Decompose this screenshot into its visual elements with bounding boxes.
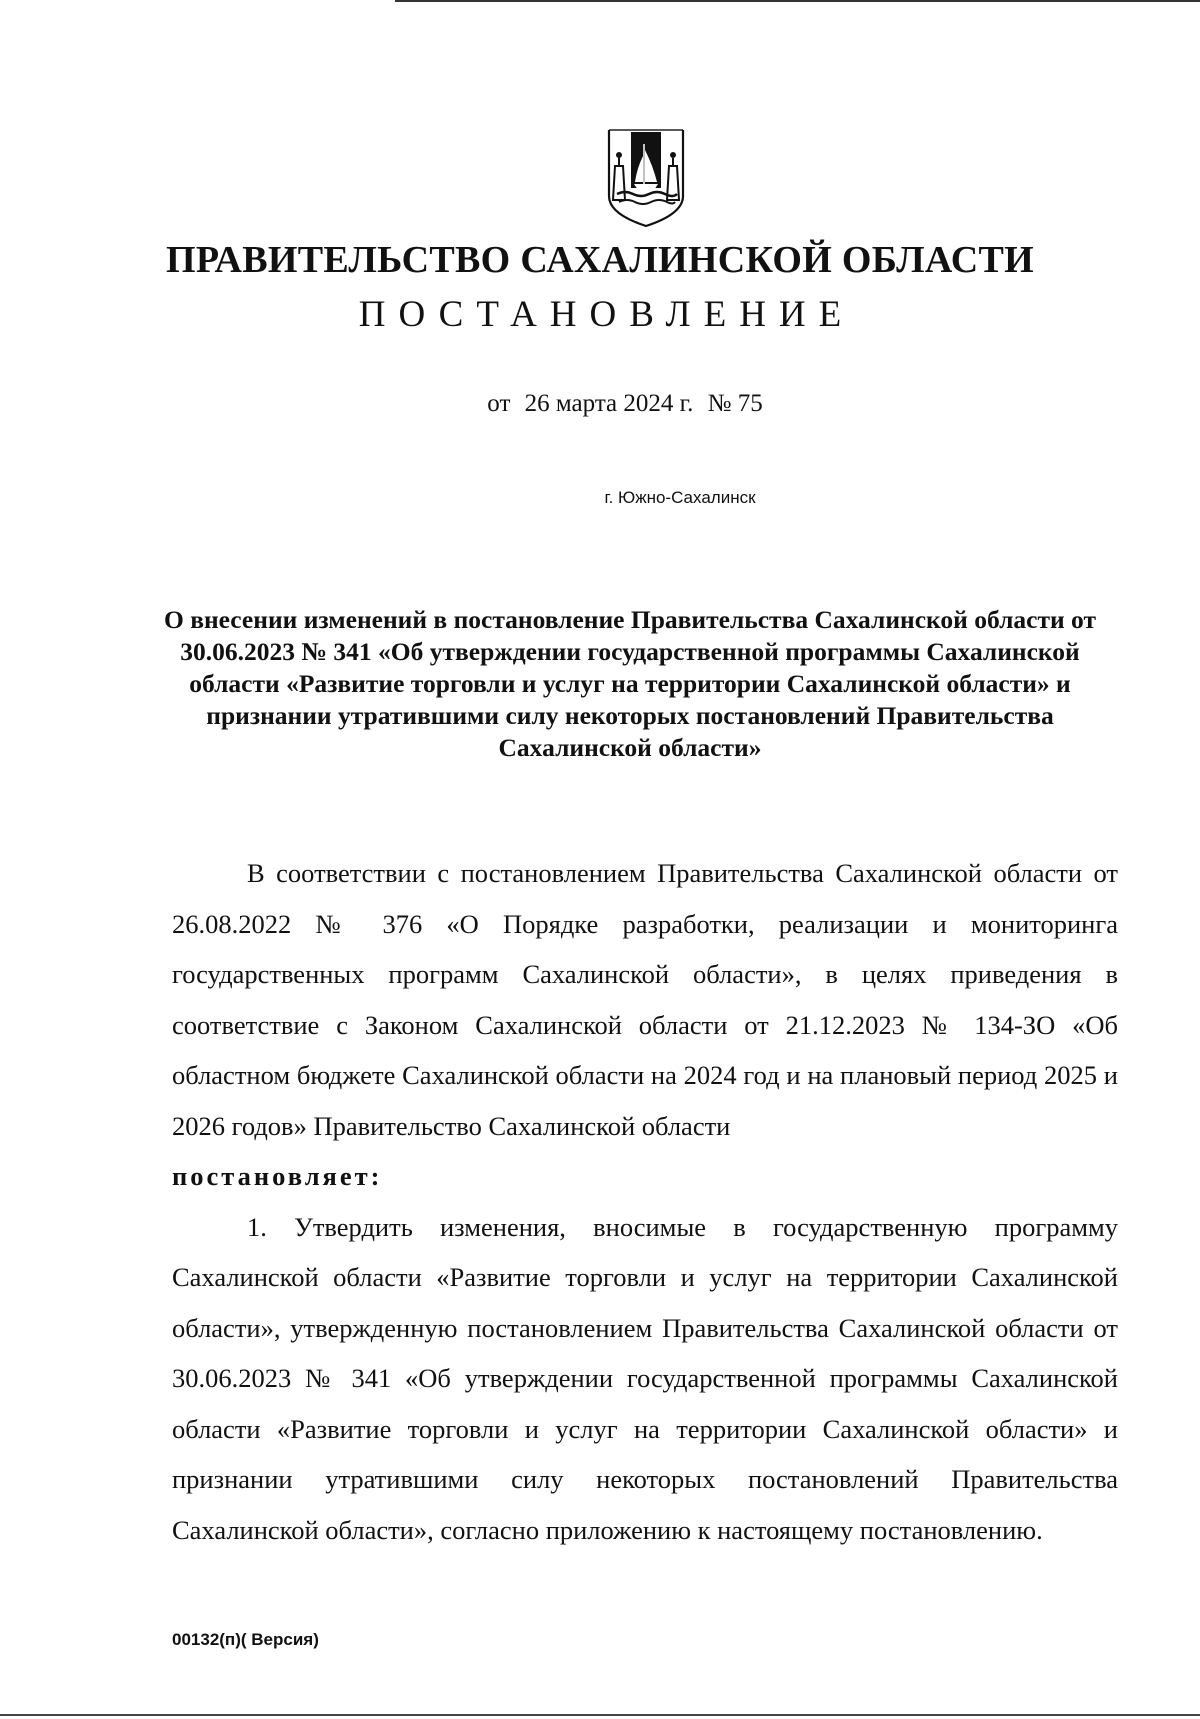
preamble-paragraph: В соответствии с постановлением Правительства Сахалинской области от 26.08.2022 № 376 «О Порядке разработки, реализации и мониторинга государственных программ Сахалинской области», в целях приведения в соответствие с Законом Сахалинской области от 21.12.2023 № 134-ЗО «Об областном бюджете Сахалинской области на 2024 год и на плановый период 2025 и 2026 годов» Правительство Сахалинской области bbox=[172, 858, 1118, 1141]
paragraph-1: 1. Утвердить изменения, вносимые в государственную программу Сахалинской области «Развитие торговли и услуг на территории Сахалинской области», утвержденную постановлением Правительства Сахалинской области от 30.06.2023 № 341 «Об утверждении государственной программы Сахалинской области «Развитие торговли и услуг на территории Сахалинской области» и признании утратившими силу некоторых постановлений Правительства Сахалинской области», согласно приложению к настоящему постановлению. bbox=[172, 1211, 1118, 1545]
document-number: № 75 bbox=[707, 390, 763, 417]
document-city: г. Южно-Сахалинск bbox=[604, 488, 756, 507]
document-type: ПОСТАНОВЛЕНИЕ bbox=[358, 294, 855, 335]
sakhalin-coat-of-arms-icon bbox=[601, 128, 691, 230]
document-date: 26 марта 2024 г. bbox=[524, 390, 694, 417]
document-body bbox=[172, 848, 1118, 1555]
date-prefix: от bbox=[487, 390, 511, 417]
organization-title: ПРАВИТЕЛЬСТВО САХАЛИНСКОЙ ОБЛАСТИ bbox=[166, 239, 1034, 281]
document-subject: О внесении изменений в постановление Правительства Сахалинской области от 30.06.2023 № 341 «Об утверждении государственной программы Сахалинской области «Развитие торговли и услуг на территории Сахалинской области» и признании утратившими силу некоторых постановлений Правительства Сахалинской области» bbox=[164, 605, 1096, 762]
footer-version-code: 00132(п)( Версия) bbox=[172, 1630, 319, 1649]
decree-word: постановляет: bbox=[172, 1161, 383, 1191]
scan-edge-top bbox=[395, 0, 1200, 2]
scan-edge-bottom bbox=[0, 1714, 1200, 1716]
document-date-line bbox=[0, 390, 1200, 418]
